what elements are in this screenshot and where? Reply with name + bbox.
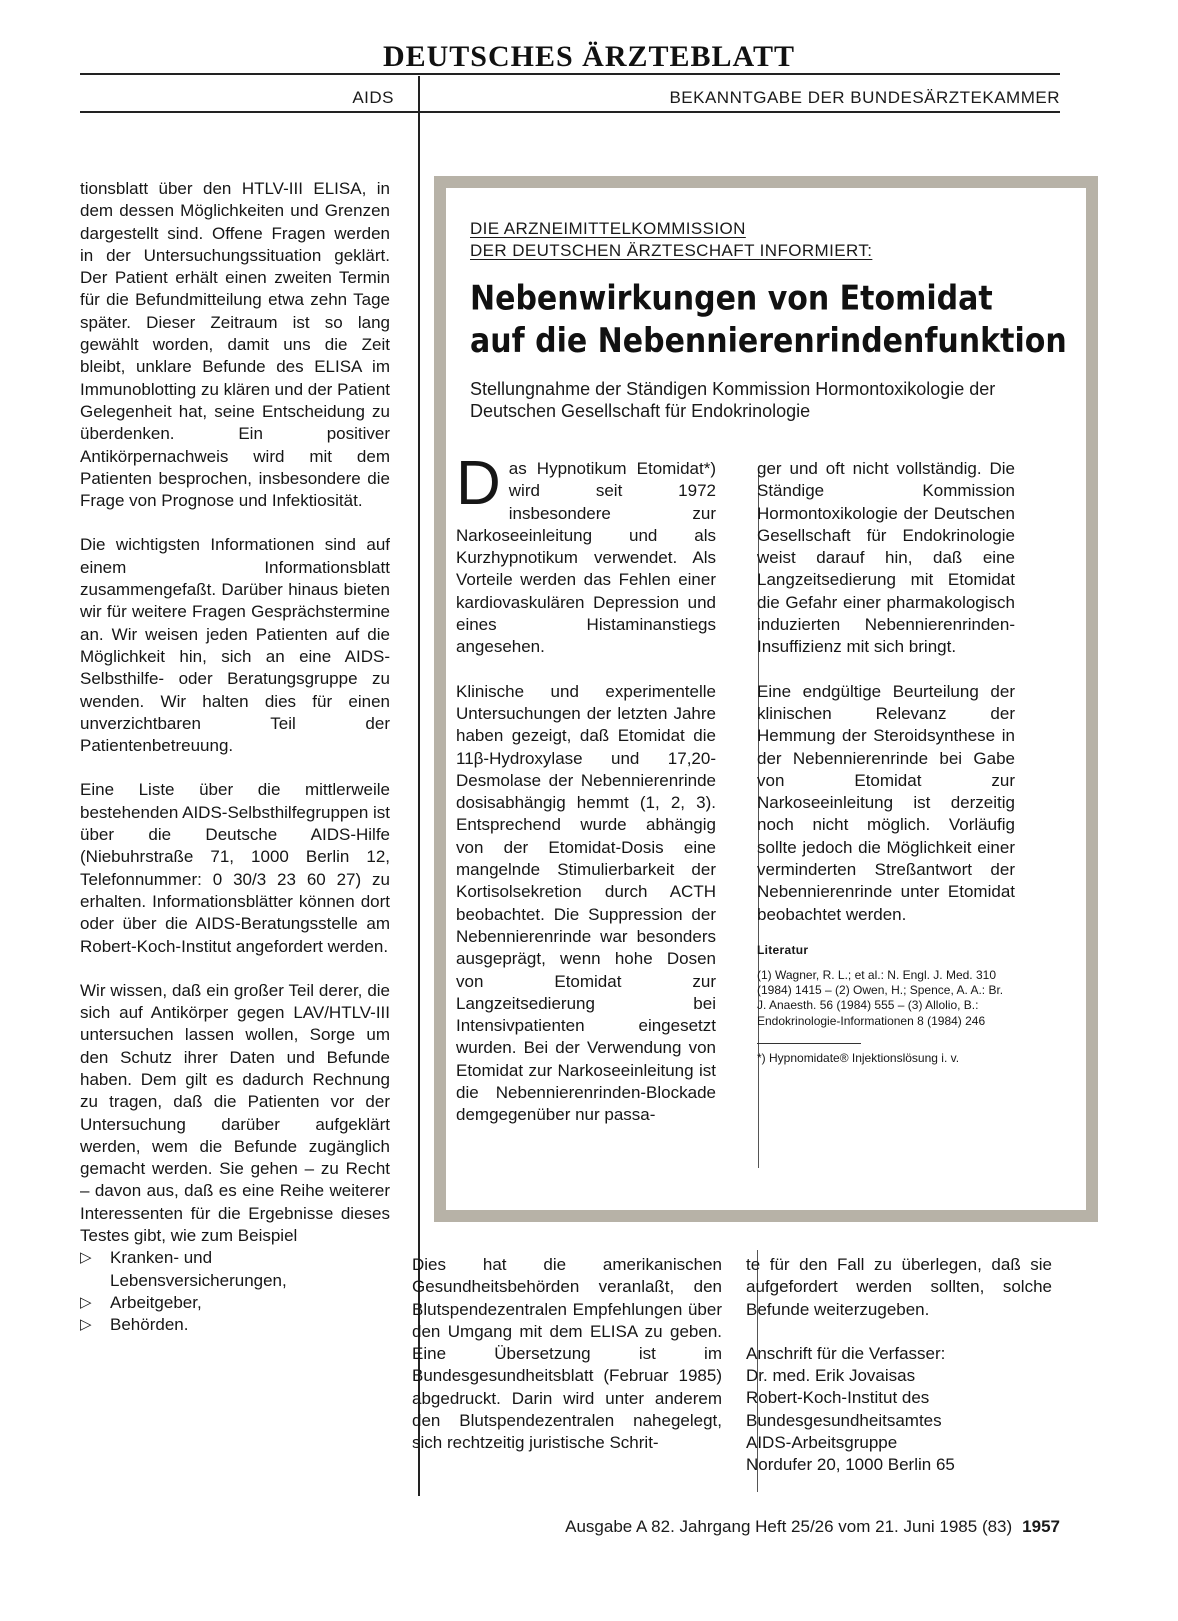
address-line: AIDS-Arbeitsgruppe — [746, 1433, 898, 1453]
kicker-line-2: DER DEUTSCHEN ÄRZTESCHAFT INFORMIERT: — [470, 241, 873, 260]
bottom-col1-paragraph: Dies hat die amerikanischen Gesundheitsbehörden veranlaßt, den Blutspendezentralen Empfehlungen über den Umgang mit dem ELISA zu geben. Eine Übersetzung ist im Bundesgesundheitsblatt (Februar 1985) abgedruckt. Darin wird unter anderem den Blutspendezentralen nahegelegt, sich rechtzeitig juristische Schrit- — [412, 1255, 722, 1453]
address-line: Robert-Koch-Institut des — [746, 1388, 930, 1408]
author-address — [746, 1343, 1052, 1477]
address-line: Nordufer 20, 1000 Berlin 65 — [746, 1455, 955, 1475]
list-item: ▷ Behörden. — [80, 1314, 390, 1336]
footnote: *) Hypnomidate® Injektionslösung i. v. — [757, 1050, 960, 1065]
list-item: ▷ Kranken- und Lebensversicherungen, — [80, 1248, 287, 1290]
masthead-title: DEUTSCHES ÄRZTEBLATT — [382, 40, 796, 73]
box-col1-paragraph-1: Das Hypnotikum Etomidat*) wird seit 1972 insbesondere zur Narkoseeinleitung und als Kurzhypnotikum verwendet. Als Vorteile werden das Fehlen einer kardiovaskulären Depression und eines Histaminanstiegs angesehen. — [456, 449, 716, 657]
left-paragraph-3: Eine Liste über die mittlerweile bestehenden AIDS-Selbsthilfegruppen ist über die Deutsche AIDS-Hilfe (Niebuhrstraße 71, 1000 Berlin 12, Telefonnummer: 0 30/3 23 60 27) zu erhalten. Informationsblätter können dort oder über die AIDS-Beratungsstelle am Robert-Koch-Institut angefordert werden. — [80, 780, 390, 956]
address-line: Bundesgesundheitsamtes — [746, 1410, 942, 1430]
box-col1-paragraph-2: Klinische und experimentelle Untersuchungen der letzten Jahre haben gezeigt, daß Etomidat die 11β-Hydroxylase und 17,20-Desmolase der Nebennierenrinde dosisabhängig hemmt (1, 2, 3). Entsprechend wurde abhängig von der Etomidat-Dosis eine mangelnde Stimulierbarkeit der Kortisolsekretion durch ACTH beobachtet. Die Suppression der Nebennierenrinde war besonders ausgeprägt, wenn hohe Dosen von Etomidat zur Langzeitsedierung bei Intensivpatienten eingesetzt wurden. Bei der Verwendung von Etomidat zur Narkoseeinleitung ist die Nebennierenrinden-Blockade demgegenüber nur passa- — [456, 681, 716, 1125]
box-col2-paragraph-1: ger und oft nicht vollständig. Die Ständige Kommission Hormontoxikologie der Deutschen Gesellschaft für Endokrinologie weist darauf hin, daß eine Langzeitsedierung mit Etomidat die Gefahr einer pharmakologisch induzierten Nebennierenrinden-Insuffizienz mit sich bringt. — [757, 459, 1015, 657]
literature-heading: Literatur — [757, 942, 809, 957]
left-paragraph-2: Die wichtigsten Informationen sind auf einem Informationsblatt zusammengefaßt. Darüber hinaus bieten wir für weitere Fragen Gesprächstermine an. Wir weisen jeden Patienten auf die Möglichkeit hin, sich an eine AIDS-Selbsthilfe- oder Beratungsgruppe zu wenden. Wir halten dies für einen unverzichtbaren Teil der Patientenbetreuung. — [80, 535, 390, 756]
triangle-bullet-icon: ▷ — [80, 1293, 92, 1311]
issue-info: Ausgabe A 82. Jahrgang Heft 25/26 vom 21. Juni 1985 (83) — [565, 1517, 1013, 1536]
bottom-col2-paragraph: te für den Fall zu überlegen, daß sie aufgefordert werden sollten, solche Befunde weiterzugeben. — [746, 1255, 1052, 1319]
drop-cap: D — [456, 449, 501, 518]
left-paragraph-1: tionsblatt über den HTLV-III ELISA, in dem dessen Möglichkeiten und Grenzen dargestellt sind. Offene Fragen werden in der Untersuchungssituation geklärt. Der Patient erhält einen zweiten Termin für die Befundmitteilung etwa zehn Tage später. Dieser Zeitraum ist so lang gewählt worden, damit uns die Zeit bleibt, unklare Befunde des ELISA im Immunoblotting zu klären und der Patient Gelegenheit hat, seine Entscheidung zu überdenken. Ein positiver Antikörpernachweis wird mit dem Patienten besprochen, insbesondere die Frage von Prognose und Infektiosität. — [80, 179, 390, 511]
triangle-bullet-icon: ▷ — [80, 1316, 92, 1334]
box-col2-paragraph-2: Eine endgültige Beurteilung der klinischen Relevanz der Hemmung der Steroidsynthese in der Nebennierenrinde bei Gabe von Etomidat zur Narkoseeinleitung ist derzeitig noch nicht möglich. Vorläufig sollte jedoch die Möglichkeit einer verminderten Streßantwort der Nebennierenrinde unter Etomidat beobachtet werden. — [757, 681, 1015, 924]
box-headline — [470, 278, 1070, 363]
section-label-aids: AIDS — [352, 88, 394, 107]
box-subhead: Stellungnahme der Ständigen Kommission Hormontoxikologie der Deutschen Gesellschaft für Endokrinologie — [470, 379, 996, 422]
triangle-bullet-icon: ▷ — [80, 1249, 92, 1267]
headline-line-2: auf die Nebennierenrindenfunktion — [470, 321, 1067, 361]
page-number: 1957 — [1022, 1517, 1060, 1536]
box-kicker — [470, 218, 1070, 262]
section-label-bundesaerztekammer: BEKANNTGABE DER BUNDESÄRZTEKAMMER — [669, 88, 1060, 107]
footnote-rule — [757, 1043, 861, 1044]
left-paragraph-4: Wir wissen, daß ein großer Teil derer, die sich auf Antikörper gegen LAV/HTLV-III untersuchen lassen wollen, Sorge um den Schutz ihrer Daten und Befunde haben. Dem gilt es dadurch Rechnung zu tragen, daß die Patienten vor der Untersuchung darüber aufgeklärt werden, wem die Befunde zugänglich gemacht werden. Sie gehen – zu Recht – davon aus, daß es eine Reihe weiterer Interessenten für die Ergebnisse dieses Testes gibt, wie zum Beispiel — [80, 980, 390, 1246]
page-footer — [565, 1517, 1060, 1537]
literature-references: (1) Wagner, R. L.; et al.: N. Engl. J. Med. 310 (1984) 1415 – (2) Owen, H.; Spence, A. A.: Br. J. Anaesth. 56 (1984) 555 – (3) Allolio, B.: Endokrinologie-Informationen 8 (1984) 246 — [757, 967, 1004, 1028]
kicker-line-1: DIE ARZNEIMITTELKOMMISSION — [470, 219, 746, 238]
box-column-1 — [456, 449, 716, 1127]
headline-line-1: Nebenwirkungen von Etomidat — [470, 279, 993, 319]
header-rule-left — [80, 111, 418, 113]
header-rule-top — [80, 73, 1060, 75]
bottom-column-1 — [412, 1254, 722, 1455]
list-item: ▷ Arbeitgeber, — [80, 1292, 390, 1314]
address-line: Dr. med. Erik Jovaisas — [746, 1366, 916, 1386]
bullet-list — [80, 1247, 390, 1336]
left-column — [80, 178, 390, 1337]
box-column-2 — [757, 458, 1015, 1066]
header-rule-right — [418, 111, 1060, 113]
bottom-column-2 — [746, 1254, 1052, 1477]
address-label: Anschrift für die Verfasser: — [746, 1343, 946, 1363]
